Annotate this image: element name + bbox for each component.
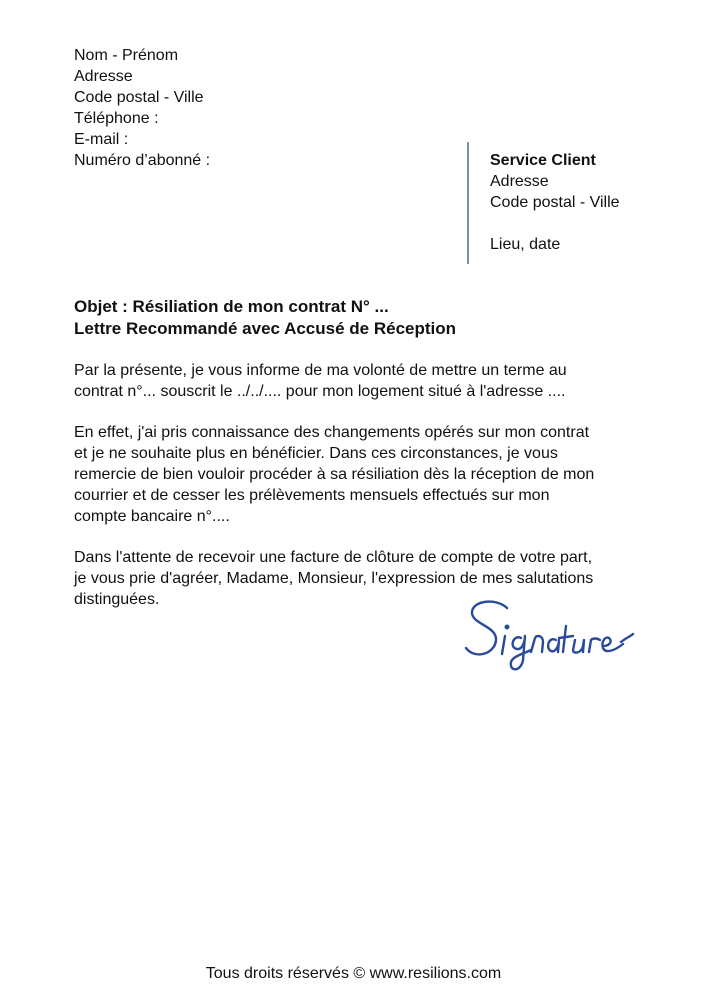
paragraph-line: remercie de bien vouloir procéder à sa résiliation dès la réception de mon <box>74 466 595 483</box>
subject-block <box>74 296 456 340</box>
paragraph-line: et je ne souhaite plus en bénéficier. Dans ces circonstances, je vous <box>74 445 558 462</box>
subject-line: Objet : Résiliation de mon contrat N° ... <box>74 297 389 316</box>
recipient-spacer <box>490 213 620 234</box>
sender-city: Code postal - Ville <box>74 89 204 106</box>
paragraph-line: compte bancaire n°.... <box>74 508 230 525</box>
paragraph-line: contrat n°... souscrit le ../../.... pour mon logement situé à l'adresse .... <box>74 383 566 400</box>
recipient-city: Code postal - Ville <box>490 194 620 211</box>
sender-address: Adresse <box>74 68 133 85</box>
recipient-block <box>490 150 620 255</box>
place-date: Lieu, date <box>490 236 561 253</box>
handwritten-signature <box>463 596 635 678</box>
paragraph-line: Dans l'attente de recevoir une facture de clôture de compte de votre part, <box>74 549 593 566</box>
sender-phone: Téléphone : <box>74 110 159 127</box>
recipient-name: Service Client <box>490 152 596 169</box>
sender-subscriber-number: Numéro d’abonné : <box>74 152 211 169</box>
recipient-divider <box>467 142 469 264</box>
recipient-address: Adresse <box>490 173 549 190</box>
registered-mail-line: Lettre Recommandé avec Accusé de Réception <box>74 319 457 338</box>
paragraph-line: distinguées. <box>74 591 160 608</box>
sender-block <box>74 45 210 171</box>
letter-body <box>74 360 644 630</box>
paragraph-reason <box>74 422 644 527</box>
sender-email: E-mail : <box>74 131 129 148</box>
sender-name: Nom - Prénom <box>74 47 179 64</box>
paragraph-intro <box>74 360 644 402</box>
paragraph-line: En effet, j'ai pris connaissance des changements opérés sur mon contrat <box>74 424 590 441</box>
paragraph-line: je vous prie d'agréer, Madame, Monsieur, l'expression de mes salutations <box>74 570 594 587</box>
paragraph-line: courrier et de cesser les prélèvements mensuels effectués sur mon <box>74 487 550 504</box>
footer-copyright: Tous droits réservés © www.resilions.com <box>205 965 502 982</box>
paragraph-line: Par la présente, je vous informe de ma volonté de mettre un terme au <box>74 362 567 379</box>
